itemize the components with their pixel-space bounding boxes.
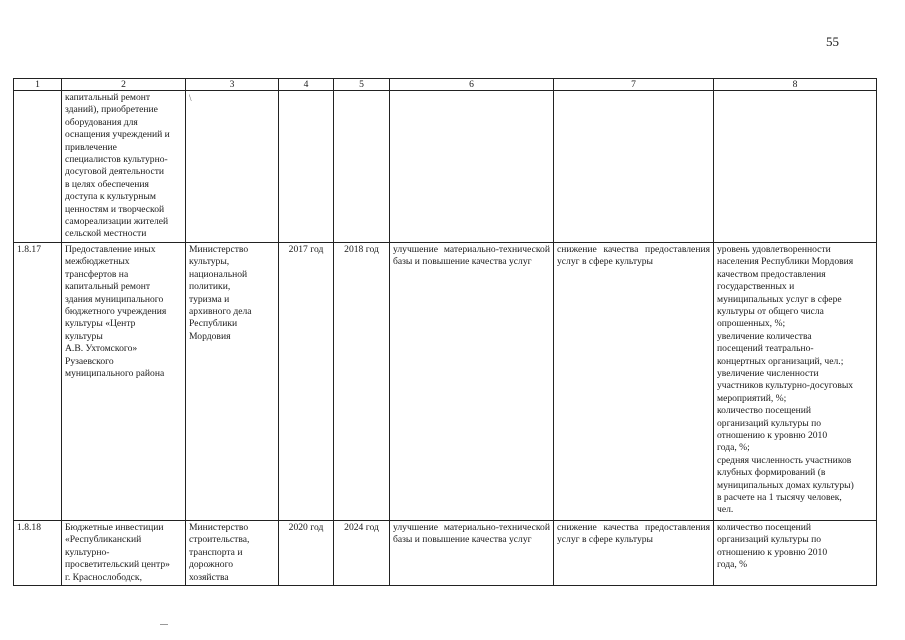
indicator-cell — [714, 520, 877, 585]
cell-line: количество посещений — [717, 521, 812, 533]
table-row — [14, 242, 877, 520]
cell-line: посещений театрально- — [717, 343, 814, 355]
cell-line: увеличение численности — [717, 367, 819, 379]
cell-line: качеством предоставления — [717, 268, 826, 280]
start-year-cell: 2017 год — [279, 242, 334, 520]
cell-line: капитальный ремонт — [65, 92, 151, 103]
cell-line: культуры, — [189, 256, 230, 268]
cell-line: туризма и — [189, 293, 230, 305]
result-cell — [390, 91, 554, 243]
cell-line: бюджетного учреждения — [65, 305, 167, 317]
cell-line: года, %; — [717, 442, 750, 454]
cell-line: национальной — [189, 268, 248, 280]
header-cell: 6 — [390, 79, 554, 91]
cell-line: сельской местности — [65, 228, 147, 240]
cell-line: оборудования для — [65, 116, 138, 128]
cell-line: зданий), приобретение — [65, 104, 158, 116]
cell-line: количество посещений — [717, 405, 812, 417]
cell-line: муниципальных услуг в сфере — [717, 293, 842, 305]
cell-line: отношению к уровню 2010 — [717, 429, 828, 441]
header-cell: 1 — [14, 79, 62, 91]
cell-line: досуговой деятельности — [65, 166, 165, 178]
cell-line: населения Республики Мордовия — [717, 256, 854, 268]
cell-line: в целях обеспечения — [65, 178, 149, 190]
cell-line: дорожного — [189, 559, 234, 571]
cell-line: участников культурно-досуговых — [717, 380, 854, 392]
start-year-cell: 2020 год — [279, 520, 334, 585]
cell-line: Предоставление иных — [65, 243, 156, 255]
cell-line: концертных организаций, чел.; — [717, 355, 844, 367]
cell-line: Министерство — [189, 243, 249, 255]
cell-line: просветительский центр» — [65, 559, 170, 571]
executor-cell — [186, 242, 279, 520]
cell-line: г. Краснослободск, — [65, 571, 142, 583]
cell-line: строительства, — [189, 534, 250, 546]
risk-cell: снижение качества предоставления услуг в сфере культуры — [554, 242, 714, 520]
risk-cell: снижение качества предоставления услуг в сфере культуры — [554, 520, 714, 585]
cell-line: Рузаевского — [65, 355, 114, 367]
end-year-cell: 2024 год — [334, 520, 390, 585]
row-number-cell: 1.8.18 — [14, 520, 62, 585]
indicator-cell — [714, 91, 877, 243]
cell-line: в расчете на 1 тысячу человек, — [717, 492, 842, 503]
cell-line: муниципальных домах культуры) — [717, 479, 854, 491]
cell-line: года, % — [717, 559, 748, 571]
cell-line: отношению к уровню 2010 — [717, 546, 828, 558]
cell-line: оснащения учреждений и — [65, 129, 170, 141]
header-cell: 4 — [279, 79, 334, 91]
cell-line: А.В. Ухтомского» — [65, 343, 138, 355]
header-row — [14, 79, 877, 91]
end-year-cell — [334, 91, 390, 243]
start-year-cell — [279, 91, 334, 243]
header-cell: 8 — [714, 79, 877, 91]
cell-line: хозяйства — [189, 571, 229, 583]
cell-line: культурно- — [65, 546, 110, 558]
cell-line: трансфертов на — [65, 268, 129, 280]
cell-line: доступа к культурным — [65, 191, 156, 203]
measure-name-cell — [62, 520, 186, 585]
scan-artifact — [160, 624, 168, 625]
cell-line: культуры — [65, 330, 103, 342]
cell-line: архивного дела — [189, 305, 252, 317]
cell-line: муниципального района — [65, 367, 165, 379]
table-row — [14, 91, 877, 243]
cell-line: культуры «Центр — [65, 318, 136, 330]
cell-line: клубных формирований (в — [717, 467, 826, 479]
table-row — [14, 520, 877, 585]
header-cell: 5 — [334, 79, 390, 91]
cell-line: Республики — [189, 318, 238, 330]
end-year-cell: 2018 год — [334, 242, 390, 520]
page-number: 55 — [826, 34, 839, 49]
executor-cell — [186, 91, 279, 243]
result-cell: улучшение материально-технической базы и повышение качества услуг — [390, 242, 554, 520]
cell-line: транспорта и — [189, 546, 243, 558]
stray-mark: \ — [189, 93, 192, 103]
measure-name-cell — [62, 242, 186, 520]
executor-cell — [186, 520, 279, 585]
cell-line: чел. — [717, 504, 734, 516]
cell-line: организаций культуры по — [717, 534, 822, 546]
cell-line: государственных и — [717, 281, 795, 293]
row-number-cell: 1.8.17 — [14, 242, 62, 520]
result-cell: улучшение материально-технической базы и повышение качества услуг — [390, 520, 554, 585]
cell-line: Мордовия — [189, 330, 231, 342]
cell-line: привлечение — [65, 141, 117, 153]
cell-line: Министерство — [189, 521, 249, 533]
cell-line: культуры от общего числа — [717, 305, 824, 317]
cell-line: капитальный ремонт — [65, 281, 151, 293]
row-number-cell — [14, 91, 62, 243]
cell-line: мероприятий, %; — [717, 392, 787, 404]
cell-line: здания муниципального — [65, 293, 164, 305]
cell-line: Бюджетные инвестиции — [65, 521, 164, 533]
cell-line: опрошенных, %; — [717, 318, 786, 330]
header-cell: 2 — [62, 79, 186, 91]
cell-line: межбюджетных — [65, 256, 130, 268]
risk-cell — [554, 91, 714, 243]
cell-line: специалистов культурно- — [65, 154, 168, 166]
header-cell: 7 — [554, 79, 714, 91]
program-table — [13, 78, 877, 586]
cell-line: увеличение количества — [717, 330, 812, 342]
cell-line: средняя численность участников — [717, 454, 852, 466]
cell-line: уровень удовлетворенности — [717, 243, 831, 255]
cell-line: «Республиканский — [65, 534, 142, 546]
header-cell: 3 — [186, 79, 279, 91]
cell-line: самореализации жителей — [65, 216, 169, 228]
cell-line: политики, — [189, 281, 231, 293]
cell-line: организаций культуры по — [717, 417, 822, 429]
measure-name-cell — [62, 91, 186, 243]
indicator-cell — [714, 242, 877, 520]
cell-line: ценностям и творческой — [65, 203, 165, 215]
